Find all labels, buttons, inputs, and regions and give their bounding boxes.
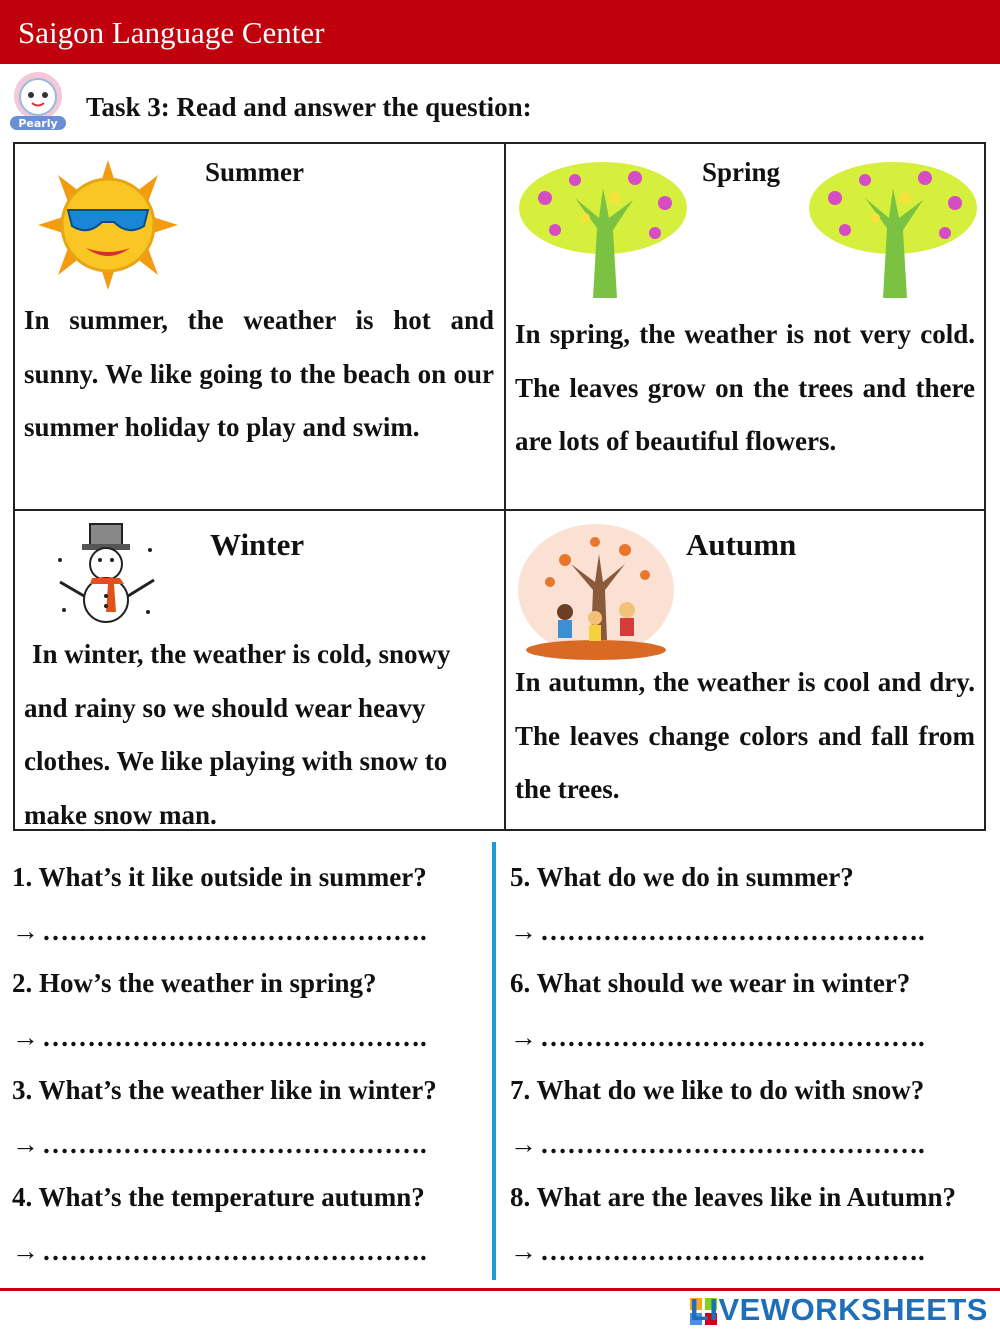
right-arrow-icon: → xyxy=(12,1022,39,1052)
table-divider-vertical xyxy=(504,142,506,831)
right-arrow-icon: → xyxy=(510,1129,537,1159)
spring-tree-icon-left xyxy=(515,158,690,298)
summer-title: Summer xyxy=(205,157,304,187)
task-title: Task 3: Read and answer the question: xyxy=(86,92,532,122)
autumn-title: Autumn xyxy=(686,527,797,562)
pearly-logo xyxy=(4,70,72,132)
summer-paragraph: In summer, the weather is hot and sunny. We like going to the beach on our summer holiday to play and swim. xyxy=(24,305,494,442)
answer-line-2[interactable]: → ……………………………………. xyxy=(12,1022,427,1052)
question-5: 5. What do we do in summer? xyxy=(510,862,854,892)
autumn-tree-kids-icon xyxy=(515,520,677,665)
answer-line-8[interactable]: → ……………………………………. xyxy=(510,1236,925,1266)
question-4: 4. What’s the temperature autumn? xyxy=(12,1182,425,1212)
question-8: 8. What are the leaves like in Autumn? xyxy=(510,1182,957,1212)
column-divider xyxy=(492,842,496,1280)
question-7: 7. What do we like to do with snow? xyxy=(510,1075,925,1105)
right-arrow-icon: → xyxy=(510,916,537,946)
sun-icon xyxy=(28,160,188,290)
liveworksheets-brand[interactable]: LIVEWORKSHEETS xyxy=(689,1292,988,1327)
question-6: 6. What should we wear in winter? xyxy=(510,968,911,998)
right-arrow-icon: → xyxy=(510,1236,537,1266)
spring-title: Spring xyxy=(702,157,781,187)
answer-line-7[interactable]: → ……………………………………. xyxy=(510,1129,925,1159)
question-2: 2. How’s the weather in spring? xyxy=(12,968,377,998)
footer-line xyxy=(0,1288,1000,1291)
spring-paragraph: In spring, the weather is not very cold. The leaves grow on the trees and there are lots of beautiful flowers. xyxy=(515,319,975,456)
snowman-icon xyxy=(50,520,162,625)
answer-line-6[interactable]: → ……………………………………. xyxy=(510,1022,925,1052)
question-1: 1. What’s it like outside in summer? xyxy=(12,862,427,892)
right-arrow-icon: → xyxy=(510,1022,537,1052)
answer-line-4[interactable]: → ……………………………………. xyxy=(12,1236,427,1266)
spring-tree-icon-right xyxy=(805,158,980,298)
right-arrow-icon: → xyxy=(12,916,39,946)
question-3: 3. What’s the weather like in winter? xyxy=(12,1075,437,1105)
answer-line-5[interactable]: → ……………………………………. xyxy=(510,916,925,946)
answer-line-3[interactable]: → ……………………………………. xyxy=(12,1129,427,1159)
winter-title: Winter xyxy=(210,527,305,562)
header-bar xyxy=(0,0,1000,64)
autumn-paragraph: In autumn, the weather is cool and dry. The leaves change colors and fall from the trees. xyxy=(515,667,975,804)
winter-paragraph: In winter, the weather is cold, snowy and rainy so we should wear heavy clothes. We like playing with snow to make snow man. xyxy=(24,639,451,830)
logo-text: Pearly xyxy=(18,117,58,130)
right-arrow-icon: → xyxy=(12,1236,39,1266)
answer-line-1[interactable]: → ……………………………………. xyxy=(12,916,427,946)
table-divider-horizontal xyxy=(13,509,986,511)
header-title: Saigon Language Center xyxy=(18,15,325,50)
right-arrow-icon: → xyxy=(12,1129,39,1159)
